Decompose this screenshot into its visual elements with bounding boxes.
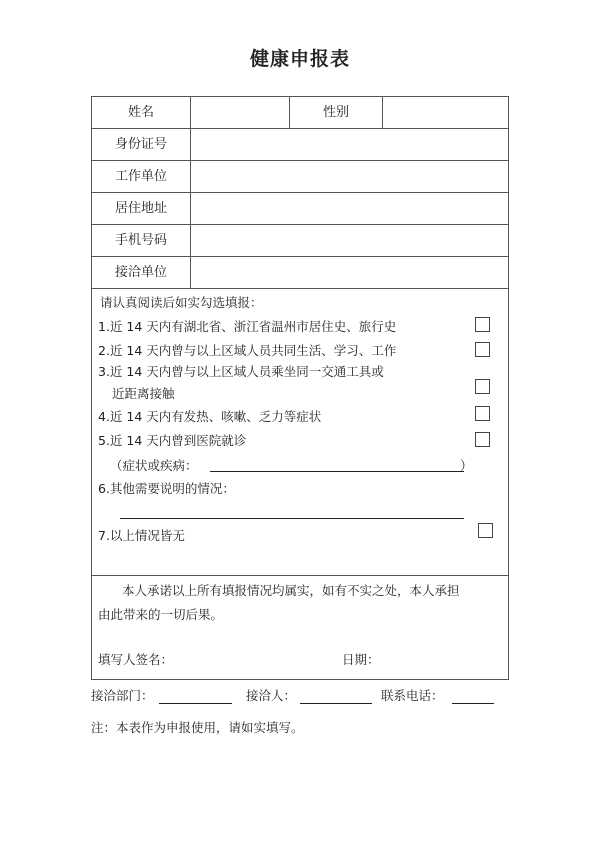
contact-phone-input[interactable] [452, 703, 494, 704]
symptom-label: （症状或疾病： [110, 458, 198, 473]
gender-field[interactable] [383, 97, 508, 128]
checklist-intro: 请认真阅读后如实勾选填报： [100, 295, 263, 310]
dept-label: 接洽部门： [91, 688, 154, 703]
checkbox-item-2[interactable] [475, 342, 490, 357]
checkbox-item-7[interactable] [478, 523, 493, 538]
name-label: 姓名 [127, 105, 154, 120]
checklist-item-7: 7.以上情况皆无 [98, 528, 185, 543]
declaration-form [91, 96, 509, 680]
gender-label: 性别 [322, 105, 349, 120]
contact-unit-field[interactable] [191, 257, 508, 288]
dept-input[interactable] [159, 703, 232, 704]
symptom-close: ） [460, 458, 473, 473]
checkbox-item-1[interactable] [475, 317, 490, 332]
id-number-field[interactable] [191, 129, 508, 160]
contact-person-input[interactable] [300, 703, 372, 704]
page-title: 健康申报表 [249, 48, 350, 70]
checkbox-item-4[interactable] [475, 406, 490, 421]
pledge-line-2: 由此带来的一切后果。 [98, 607, 224, 622]
checklist-item-3: 3.近 14 天内曾与以上区域人员乘坐同一交通工具或 [98, 364, 384, 379]
checklist-item-2: 2.近 14 天内曾与以上区域人员共同生活、学习、工作 [98, 343, 397, 358]
other-info-input[interactable] [120, 518, 464, 519]
checklist-item-3-cont: 近距离接触 [112, 386, 175, 401]
checkbox-item-3[interactable] [475, 379, 490, 394]
checklist-item-5: 5.近 14 天内曾到医院就诊 [98, 433, 247, 448]
contact-unit-label: 接洽单位 [114, 265, 167, 280]
id-number-label: 身份证号 [114, 137, 167, 152]
phone-label: 手机号码 [114, 233, 167, 248]
signature-label: 填写人签名： [98, 652, 174, 667]
form-note: 注：本表作为申报使用，请如实填写。 [91, 720, 304, 735]
row-divider [92, 575, 508, 576]
address-label: 居住地址 [114, 201, 167, 216]
work-unit-label: 工作单位 [114, 169, 167, 184]
contact-phone-label: 联系电话： [381, 688, 444, 703]
phone-field[interactable] [191, 225, 508, 256]
contact-person-label: 接洽人： [246, 688, 297, 703]
signature-field[interactable] [178, 647, 328, 671]
name-field[interactable] [191, 97, 288, 128]
pledge-line-1: 本人承诺以上所有填报情况均属实，如有不实之处，本人承担 [122, 583, 460, 598]
address-field[interactable] [191, 193, 508, 224]
date-field[interactable] [384, 647, 504, 671]
symptom-input[interactable] [210, 471, 464, 472]
work-unit-field[interactable] [191, 161, 508, 192]
checklist-item-4: 4.近 14 天内有发热、咳嗽、乏力等症状 [98, 409, 322, 424]
date-label: 日期： [342, 652, 380, 667]
checklist-item-6: 6.其他需要说明的情况： [98, 481, 235, 496]
row-divider [92, 288, 508, 289]
checkbox-item-5[interactable] [475, 432, 490, 447]
checklist-item-1: 1.近 14 天内有湖北省、浙江省温州市居住史、旅行史 [98, 319, 397, 334]
